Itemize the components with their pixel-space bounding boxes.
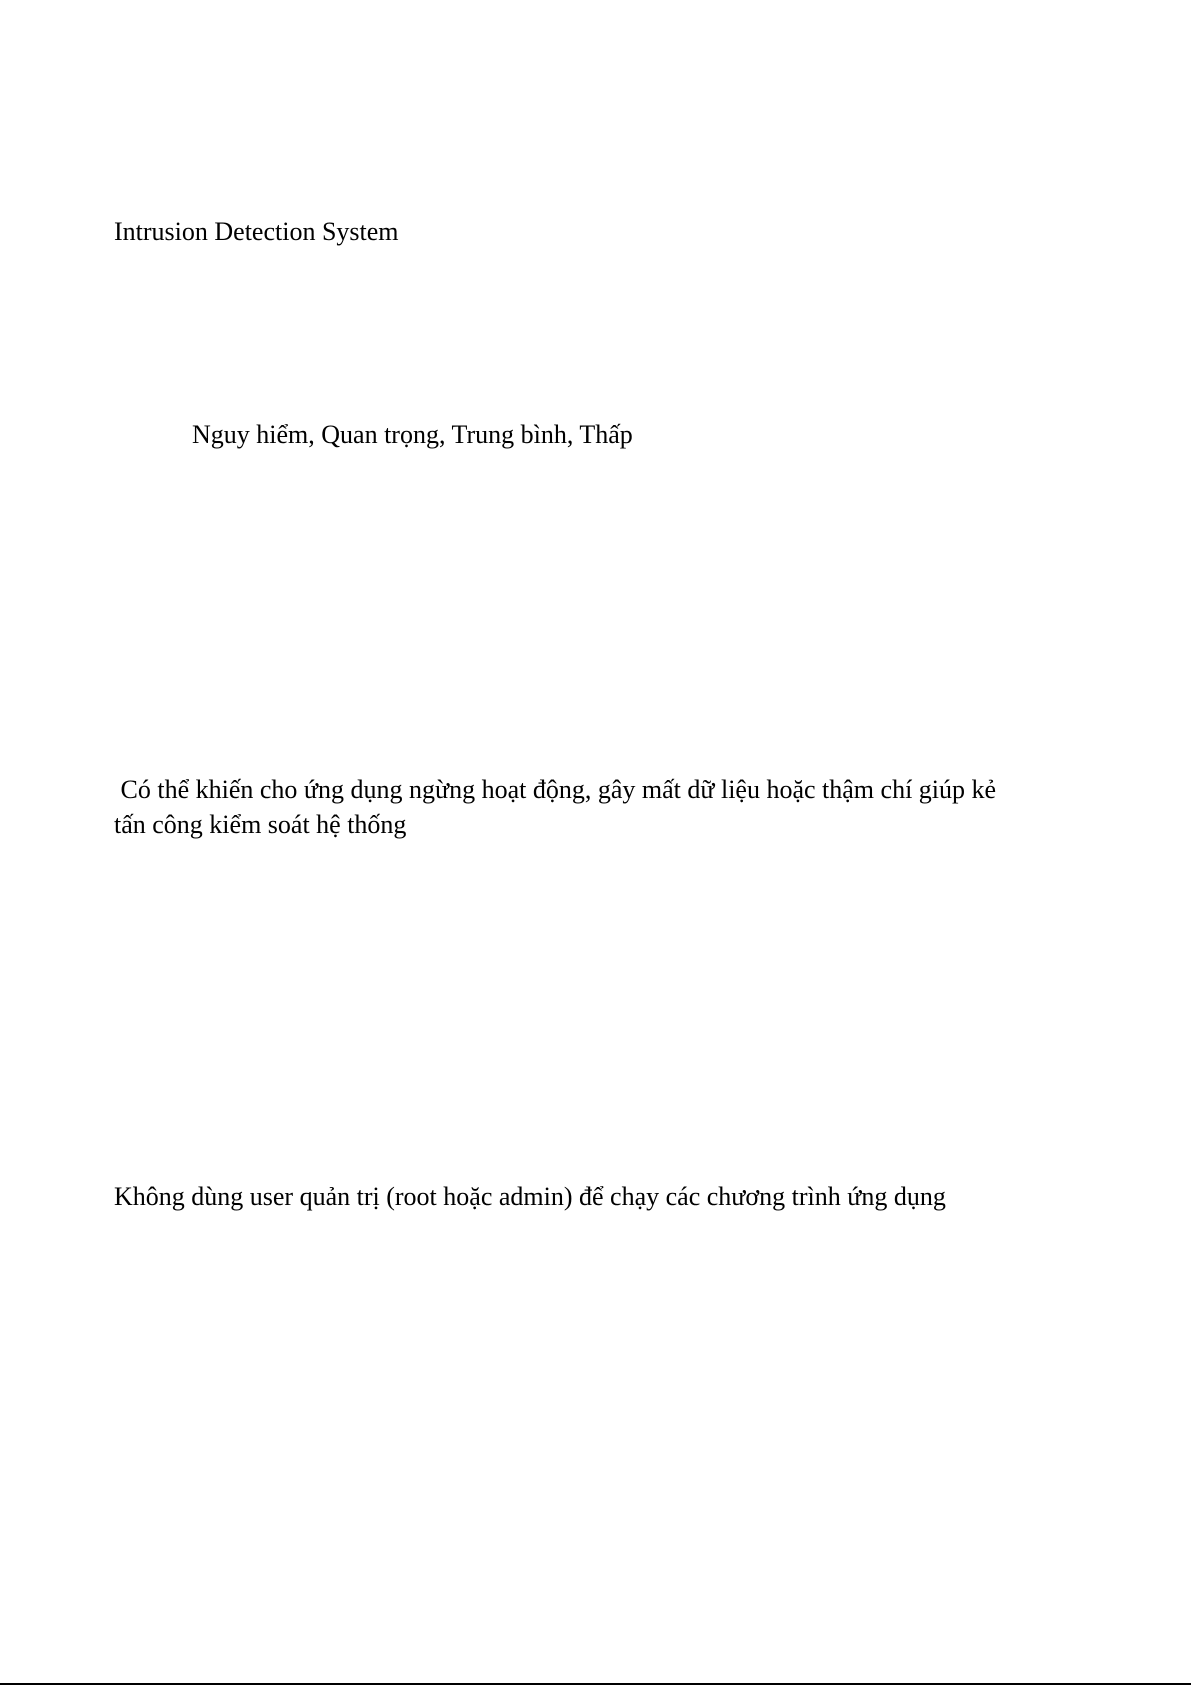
impact-line-1: Có thể khiến cho ứng dụng ngừng hoạt động, gây mất dữ liệu hoặc thậm chí giúp kẻ <box>114 775 997 804</box>
mitigation-text: Không dùng user quản trị (root hoặc admin) để chạy các chương trình ứng dụng <box>114 1182 946 1211</box>
impact-paragraph <box>114 772 1074 842</box>
severity-levels-text: Nguy hiểm, Quan trọng, Trung bình, Thấp <box>192 420 633 449</box>
impact-line-2: tấn công kiểm soát hệ thống <box>114 810 407 839</box>
ids-heading-text: Intrusion Detection System <box>114 217 399 246</box>
